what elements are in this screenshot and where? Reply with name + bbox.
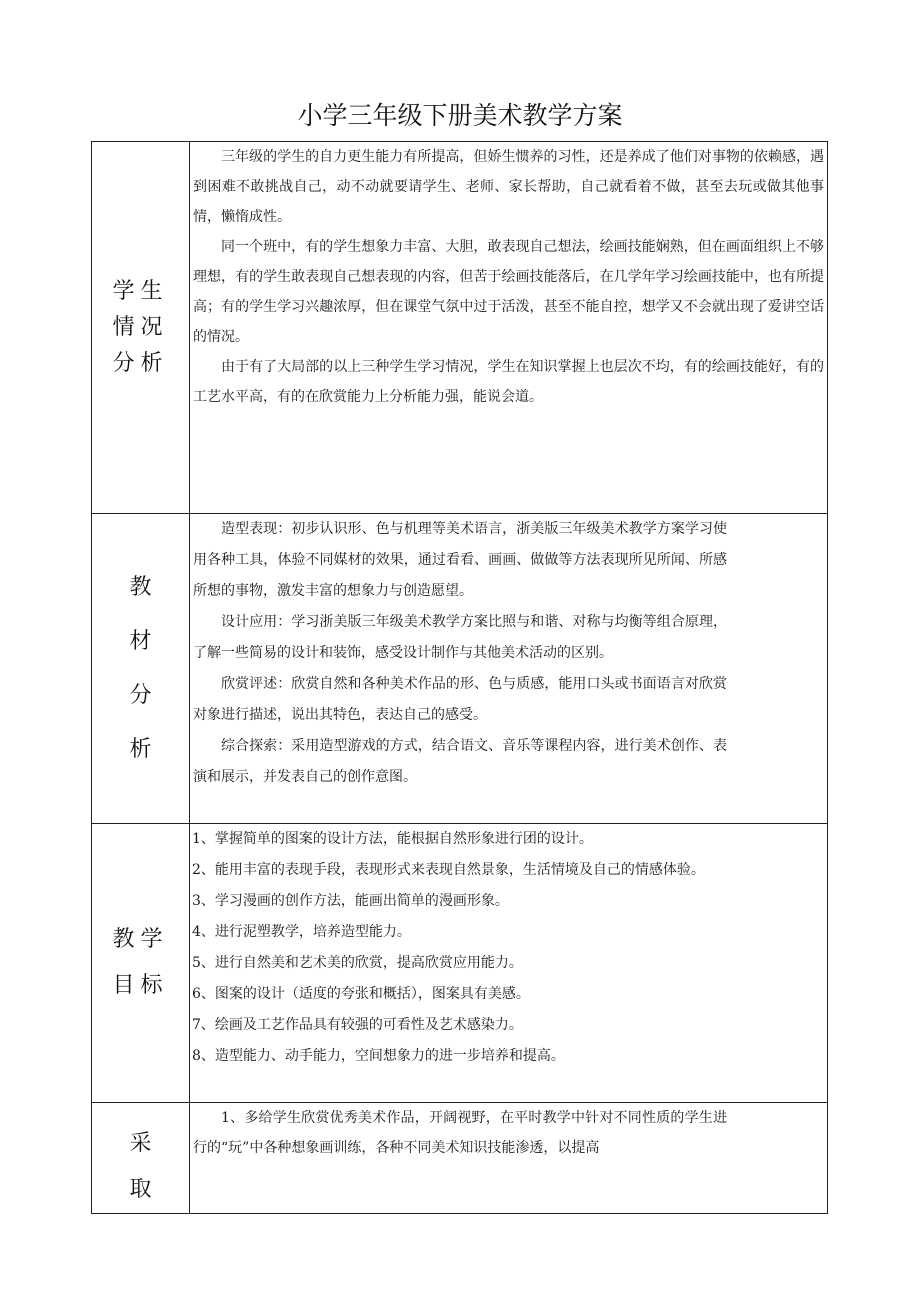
section-teaching-goals [92,824,828,1103]
goal-item: 3、学习漫画的创作方法，能画出简单的漫画形象。 [192,893,509,909]
goal-item: 4、进行泥塑教学，培养造型能力。 [192,924,411,940]
label-char: 分 [129,682,152,708]
section-label [92,514,190,824]
section-measures [92,1103,828,1214]
section-material-analysis [92,514,828,824]
section-label-text: 学生情况分析 [112,278,169,376]
label-char: 教 [129,574,152,600]
goal-item: 7、绘画及工艺作品具有较强的可看性及艺术感染力。 [192,1017,523,1033]
section-content [190,142,828,514]
paragraph: 设计应用：学习浙美版三年级美术教学方案比照与和谐、对称与均衡等组合原理，了解一些简易的设计和装饰，感受设计制作与其他美术活动的区别。 [193,614,727,661]
section-label [92,1103,190,1214]
label-char: 取 [129,1177,152,1202]
label-char: 析 [129,736,152,762]
section-label [92,824,190,1103]
section-content [190,824,828,1103]
section-content [190,514,828,824]
paragraph: 同一个班中，有的学生想象力丰富、大胆，敢表现自己想法，绘画技能娴熟，但在画面组织上不够理想，有的学生敢表现自己想表现的内容，但苦于绘画技能落后，在几学年学习绘画技能中，也有所提高；有的学生学习兴趣浓厚，但在课堂气氛中过于活泼，甚至不能自控，想学又不会就出现了爱讲空话的情况。 [193,239,824,345]
section-label-text: 教学目标 [112,927,169,998]
label-char: 采 [129,1131,152,1156]
goal-item: 1、掌握简单的图案的设计方法，能根据自然形象进行团的设计。 [192,831,593,847]
section-content [190,1103,828,1214]
label-char: 材 [129,628,152,654]
goal-item: 5、进行自然美和艺术美的欣赏，提高欣赏应用能力。 [192,955,523,971]
paragraph: 1、多给学生欣赏优秀美术作品，开阔视野，在平时教学中针对不同性质的学生进行的“玩”中各种想象画训练，各种不同美术知识技能渗透，以提高 [193,1110,727,1156]
goal-item: 2、能用丰富的表现手段，表现形式来表现自然景象，生活情境及自己的情感体验。 [192,862,705,878]
goal-item: 6、图案的设计（适度的夸张和概括），图案具有美感。 [192,986,530,1002]
section-student-analysis [92,142,828,514]
section-label-text [121,561,161,777]
goal-item: 8、造型能力、动手能力，空间想象力的进一步培养和提高。 [192,1048,565,1064]
paragraph: 造型表现：初步认识形、色与机理等美术语言，浙美版三年级美术教学方案学习使用各种工具，体验不同媒材的效果，通过看看、画画、做做等方法表现所见所闻、所感所想的事物，激发丰富的想象力与创造愿望。 [193,521,727,599]
paragraph: 三年级的学生的自力更生能力有所提高，但娇生惯养的习性，还是养成了他们对事物的依赖感，遇到困难不敢挑战自己，动不动就要请学生、老师、家长帮助，自己就看着不做，甚至去玩或做其他事情，懒惰成性。 [193,149,824,225]
paragraph: 由于有了大局部的以上三种学生学习情况，学生在知识掌握上也层次不均，有的绘画技能好，有的工艺水平高，有的在欣赏能力上分析能力强，能说会道。 [193,359,824,405]
paragraph: 综合探索：采用造型游戏的方式，结合语文、音乐等课程内容，进行美术创作、表演和展示，并发表自己的创作意图。 [193,738,727,785]
plan-table [91,141,828,1214]
section-label-text [121,1121,161,1213]
paragraph: 欣赏评述：欣赏自然和各种美术作品的形、色与质感，能用口头或书面语言对欣赏对象进行描述，说出其特色，表达自己的感受。 [193,676,727,723]
document-title: 小学三年级下册美术教学方案 [297,101,623,130]
section-label [92,142,190,514]
